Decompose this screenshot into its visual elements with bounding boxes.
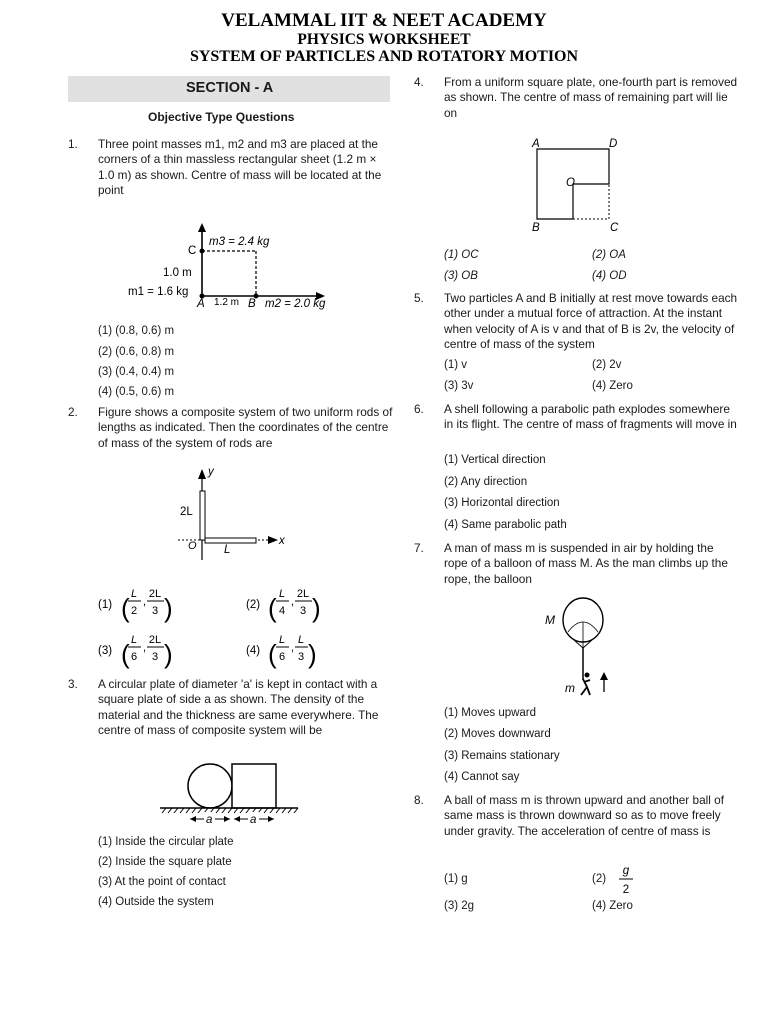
svg-text:3: 3 [299,605,307,617]
q1-side-label: 1.0 m [163,267,192,279]
q1-option-4[interactable]: (4) (0.5, 0.6) m [98,386,175,398]
svg-text:g: g [622,865,630,877]
svg-text:): ) [164,593,173,623]
q7-option-4[interactable]: (4) Cannot say [444,771,520,783]
section-subtitle: Objective Type Questions [148,110,295,124]
q4-label-a: A [532,138,540,150]
q7-number: 7. [414,541,424,555]
svg-text:): ) [164,639,173,669]
q4-number: 4. [414,75,424,89]
svg-text:(2): (2) [246,599,261,611]
section-title: SECTION - A [186,80,274,96]
q5-option-1[interactable]: (1) v [444,359,467,371]
q5-text: Two particles A and B initially at rest move towards each other under a mutual force of attraction. At the instant when velocity of A is v and that of B is 2v, the velocity of centre of mass of the system [444,291,738,351]
svg-text:3: 3 [151,605,159,617]
q3-number: 3. [68,677,78,691]
svg-text:6: 6 [278,651,286,663]
q2-vert-label: 2L [180,506,193,518]
q2-number: 2. [68,405,78,419]
q1-m3-label: m3 = 2.4 kg [209,236,270,248]
q2-x-label: x [279,535,285,547]
svg-text:6: 6 [130,651,138,663]
q7-option-1[interactable]: (1) Moves upward [444,707,537,719]
svg-text:,: , [291,642,295,654]
q7-balloon-label: M [545,613,555,627]
q4-option-3[interactable]: (3) OB [444,270,478,282]
q2-text: Figure shows a composite system of two uniform rods of lengths as indicated. Then the coordinates of the centre of mass of the system of rods are [98,405,393,450]
q4-option-4[interactable]: (4) OD [592,270,627,282]
svg-text:L: L [278,634,286,646]
svg-text:L: L [130,588,138,600]
q3-option-3[interactable]: (3) At the point of contact [98,876,226,888]
q4-option-2[interactable]: (2) OA [592,249,626,261]
q8-text: A ball of mass m is thrown upward and another ball of same mass is thrown downward so as to move freely under gravity. The acceleration of centre of mass is [444,793,724,838]
q4-option-1[interactable]: (1) OC [444,249,479,261]
q6-number: 6. [414,402,424,416]
q8-option-1[interactable]: (1) g [444,873,468,885]
svg-text:(: ( [268,639,277,669]
q3-a2-label: a [250,814,257,826]
q1-m1-label: m1 = 1.6 kg [128,286,189,298]
svg-text:): ) [312,593,321,623]
svg-text:): ) [308,639,317,669]
svg-text:(3): (3) [98,645,113,657]
q5-option-2[interactable]: (2) 2v [592,359,622,371]
svg-text:3: 3 [297,651,305,663]
q4-label-o: O [566,177,575,189]
worksheet-title: PHYSICS WORKSHEET [297,31,471,48]
svg-text:(1): (1) [98,599,113,611]
svg-text:2: 2 [622,884,630,896]
q7-option-2[interactable]: (2) Moves downward [444,728,551,740]
q4-label-b: B [532,222,540,234]
topic-title: SYSTEM OF PARTICLES AND ROTATORY MOTION [189,48,579,65]
svg-text:,: , [291,596,295,608]
q3-option-1[interactable]: (1) Inside the circular plate [98,836,234,848]
q4-label-c: C [610,222,619,234]
q7-text: A man of mass m is suspended in air by holding the rope of a balloon of mass M. As the man climbs up the rope, the balloon [444,541,728,586]
q8-option-2[interactable]: (2) [592,873,607,885]
q1-b-label: B [248,298,256,310]
svg-text:2L: 2L [148,588,162,600]
q1-text: Three point masses m1, m2 and m3 are placed at the corners of a thin massless rectangular sheet (1.2 m × 1.0 m) as shown. Centre of mass will be located at the point [98,137,382,197]
q1-m2-label: m2 = 2.0 kg [265,298,326,310]
q5-option-3[interactable]: (3) 3v [444,380,474,392]
q1-option-3[interactable]: (3) (0.4, 0.4) m [98,366,175,378]
q6-option-3[interactable]: (3) Horizontal direction [444,497,560,509]
q3-option-4[interactable]: (4) Outside the system [98,896,214,908]
q1-a-label: A [197,298,205,310]
q3-a1-label: a [206,814,213,826]
svg-text:L: L [297,634,305,646]
q6-option-1[interactable]: (1) Vertical direction [444,454,546,466]
svg-text:(: ( [121,593,130,623]
svg-text:(: ( [268,593,277,623]
q7-option-3[interactable]: (3) Remains stationary [444,750,560,762]
svg-text:(4): (4) [246,645,261,657]
q5-number: 5. [414,291,424,305]
q3-option-2[interactable]: (2) Inside the square plate [98,856,232,868]
q4-text: From a uniform square plate, one-fourth part is removed as shown. The centre of mass of remaining part will lie on [444,75,738,120]
q8-option-4[interactable]: (4) Zero [592,900,633,912]
q1-base-label: 1.2 m [214,297,240,308]
svg-text:,: , [143,596,147,608]
q8-option-3[interactable]: (3) 2g [444,900,475,912]
svg-text:3: 3 [151,651,159,663]
q2-origin-label: O [188,540,197,552]
academy-title: VELAMMAL IIT & NEET ACADEMY [221,10,547,31]
q3-text: A circular plate of diameter 'a' is kept in contact with a square plate of side a as shown. The density of the material and the thickness are same everywhere. The centre of mass of composite system will be [98,677,379,737]
svg-text:2L: 2L [148,634,162,646]
q7-man-label: m [565,681,575,695]
q5-option-4[interactable]: (4) Zero [592,380,633,392]
q1-c-label: C [188,245,197,257]
q6-option-2[interactable]: (2) Any direction [444,476,528,488]
q8-number: 8. [414,793,424,807]
svg-text:2: 2 [130,605,138,617]
svg-text:,: , [143,642,147,654]
q6-option-4[interactable]: (4) Same parabolic path [444,519,567,531]
svg-text:L: L [130,634,138,646]
svg-text:2L: 2L [296,588,310,600]
q1-option-2[interactable]: (2) (0.6, 0.8) m [98,346,175,358]
q1-option-1[interactable]: (1) (0.8, 0.6) m [98,325,175,337]
q2-horiz-label: L [224,544,231,556]
svg-text:4: 4 [278,605,286,617]
q6-text: A shell following a parabolic path explodes somewhere in its flight. The centre of mass of fragments will move in [444,402,737,432]
q1-number: 1. [68,137,78,151]
q4-label-d: D [609,138,618,150]
svg-text:L: L [278,588,286,600]
svg-text:(: ( [121,639,130,669]
q2-y-label: y [208,466,214,478]
